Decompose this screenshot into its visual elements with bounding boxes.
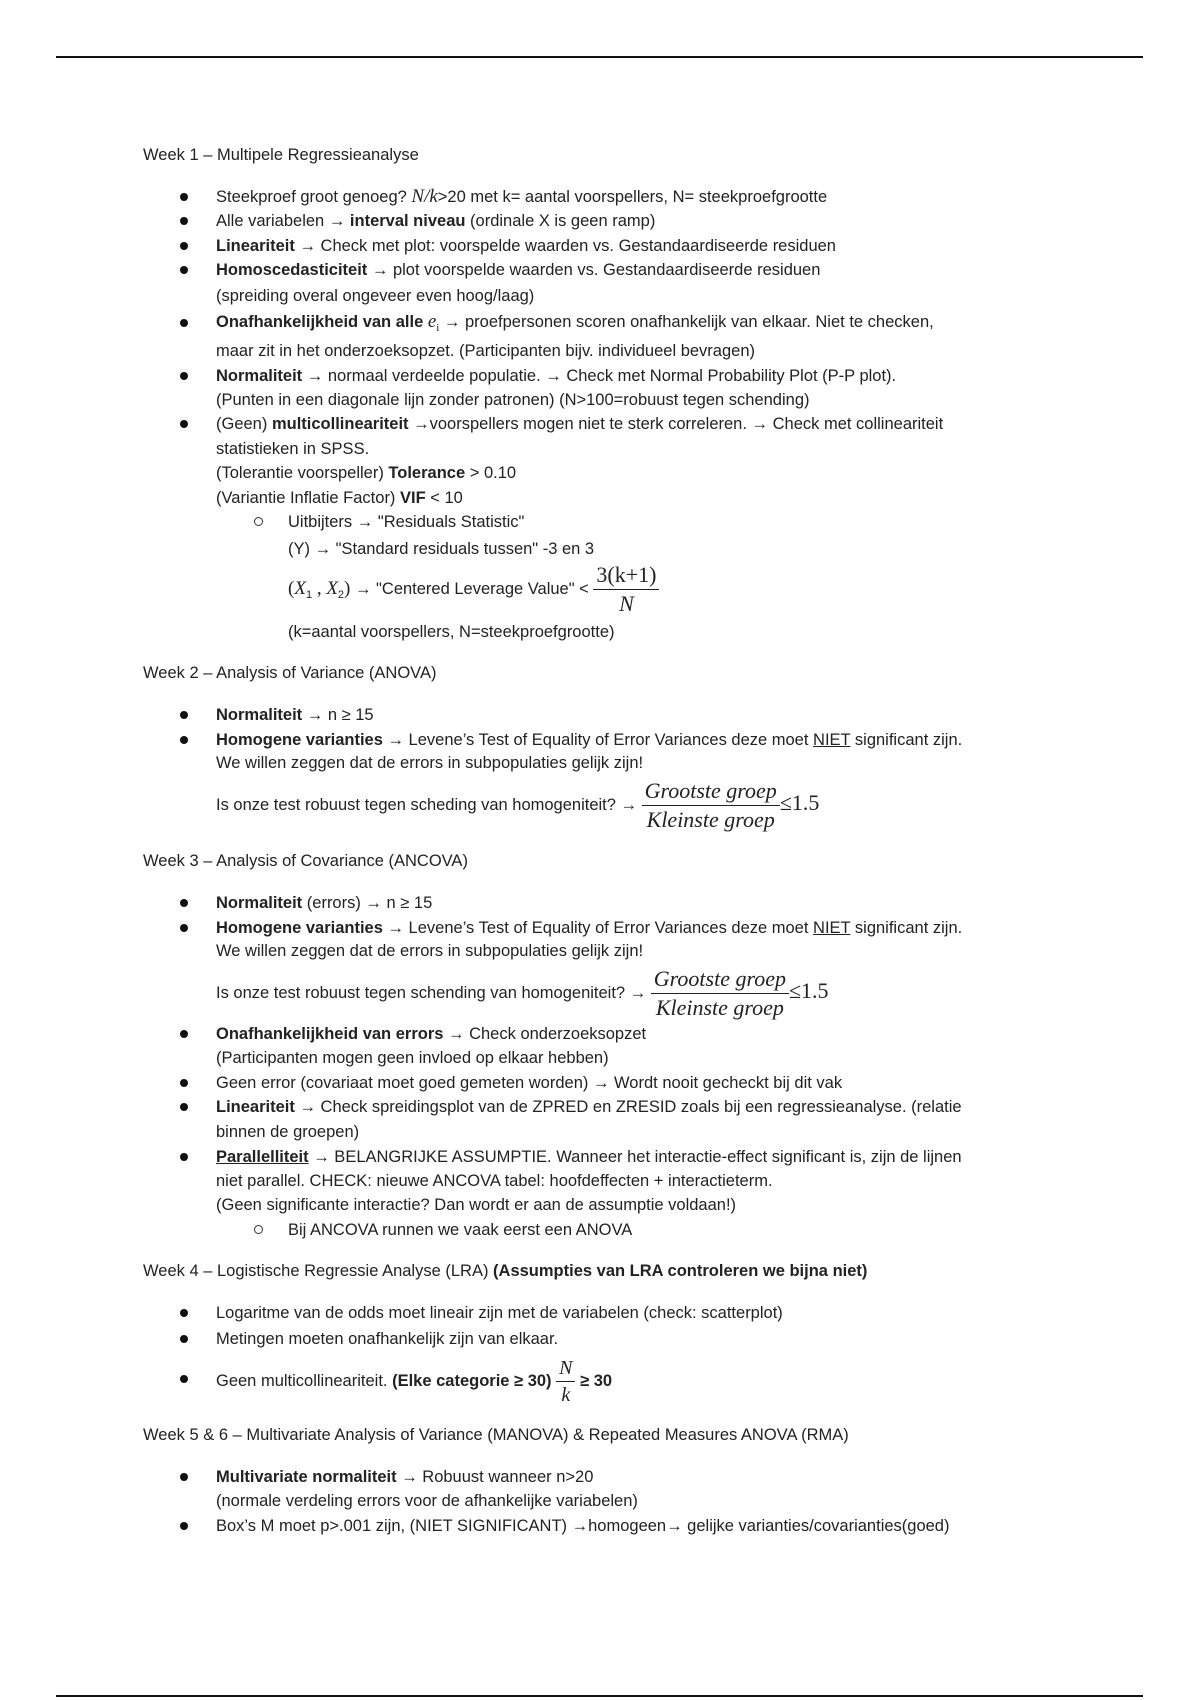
bullet bbox=[180, 242, 188, 250]
bullet bbox=[180, 1473, 188, 1481]
week3-heading: Week 3 – Analysis of Covariance (ANCOVA) bbox=[143, 852, 468, 870]
bullet bbox=[180, 1030, 188, 1038]
n-over-k-fraction: $\frac{N}{k}$ bbox=[556, 1356, 575, 1407]
list-item-continuation: (Tolerantie voorspeller) Tolerance > 0.10 bbox=[216, 464, 517, 482]
list-item: Logaritme van de odds moet lineair zijn met de variabelen (check: scatterplot) bbox=[216, 1304, 783, 1322]
bullet bbox=[180, 924, 188, 932]
week56-heading: Week 5 & 6 – Multivariate Analysis of Variance (MANOVA) & Repeated Measures ANOVA (RMA) bbox=[143, 1426, 849, 1444]
list-item-continuation: (normale verdeling errors voor de afhankelijke variabelen) bbox=[216, 1492, 638, 1510]
group-ratio-fraction: $\frac{\text{Grootste groep}}{\text{Kleinste groep}}$ bbox=[651, 966, 789, 1021]
list-item-continuation: binnen de groepen) bbox=[216, 1123, 360, 1141]
sub-bullet bbox=[254, 1225, 263, 1234]
bullet bbox=[180, 1079, 188, 1087]
bullet bbox=[180, 217, 188, 225]
sub-list-item-continuation: (k=aantal voorspellers, N=steekproefgrootte) bbox=[288, 623, 615, 641]
list-item-continuation: We willen zeggen dat de errors in subpopulaties gelijk zijn! bbox=[216, 942, 644, 960]
list-item: Normaliteit (errors) → n ≥ 15 bbox=[216, 894, 433, 912]
list-item-continuation: statistieken in SPSS. bbox=[216, 440, 370, 458]
list-item: Normaliteit → n ≥ 15 bbox=[216, 706, 374, 724]
bullet bbox=[180, 1522, 188, 1530]
list-item: Alle variabelen → interval niveau (ordinale X is geen ramp) bbox=[216, 212, 656, 230]
list-item-continuation: (Participanten mogen geen invloed op elkaar hebben) bbox=[216, 1049, 609, 1067]
list-item-continuation: (Geen significante interactie? Dan wordt er aan de assumptie voldaan!) bbox=[216, 1196, 737, 1214]
list-item-continuation: maar zit in het onderzoeksopzet. (Participanten bijv. individueel bevragen) bbox=[216, 342, 755, 360]
group-ratio-fraction: $\frac{\text{Grootste groep}}{\text{Kleinste groep}}$ bbox=[642, 778, 780, 833]
bullet bbox=[180, 711, 188, 719]
bullet bbox=[180, 1335, 188, 1343]
list-item: Onafhankelijkheid van alle $e_i$ → proefpersonen scoren onafhankelijk van elkaar. Niet te checken, bbox=[216, 311, 934, 334]
list-item-continuation: (Variantie Inflatie Factor) VIF < 10 bbox=[216, 489, 463, 507]
bullet bbox=[180, 899, 188, 907]
bullet bbox=[180, 1309, 188, 1317]
sub-list-item: Bij ANCOVA runnen we vaak eerst een ANOVA bbox=[288, 1221, 633, 1239]
bullet bbox=[180, 372, 188, 380]
list-item: Normaliteit → normaal verdeelde populatie. → Check met Normal Probability Plot (P-P plot). bbox=[216, 367, 897, 385]
list-item: Homoscedasticiteit → plot voorspelde waarden vs. Gestandaardiseerde residuen bbox=[216, 261, 821, 279]
list-item-continuation: (spreiding overal ongeveer even hoog/laag) bbox=[216, 287, 535, 305]
list-item: Steekproef groot genoeg? N/k>20 met k= aantal voorspellers, N= steekproefgrootte bbox=[216, 186, 828, 207]
bullet bbox=[180, 319, 188, 327]
bullet bbox=[180, 266, 188, 274]
list-item: Homogene varianties → Levene’s Test of Equality of Error Variances deze moet NIET significant zijn. bbox=[216, 919, 963, 937]
list-item: Geen multicollineariteit. (Elke categorie ≥ 30) $\frac{N}{k}$ ≥ 30 bbox=[216, 1357, 613, 1407]
list-item-continuation: We willen zeggen dat de errors in subpopulaties gelijk zijn! bbox=[216, 754, 644, 772]
list-item: Lineariteit → Check spreidingsplot van de ZPRED en ZRESID zoals bij een regressieanalyse. (relatie bbox=[216, 1098, 962, 1116]
leverage-formula-line: ($X_1$ , $X_2$) → "Centered Leverage Value" < $\frac{3(k+1)}{N}$ bbox=[288, 560, 659, 624]
bullet bbox=[180, 736, 188, 744]
top-rule bbox=[56, 56, 1143, 58]
bullet bbox=[180, 1153, 188, 1161]
bullet bbox=[180, 1103, 188, 1111]
homogeneity-formula-line: Is onze test robuust tegen scheding van homogeniteit? → $\frac{\text{Grootste groep}}{\text{Kleinste groep}}$ ≤1.5 bbox=[216, 778, 820, 833]
sub-list-item-continuation: (Y) → "Standard residuals tussen" -3 en 3 bbox=[288, 540, 595, 558]
list-item: Metingen moeten onafhankelijk zijn van elkaar. bbox=[216, 1330, 559, 1348]
bullet bbox=[180, 1375, 188, 1383]
bullet bbox=[180, 420, 188, 428]
list-item-continuation: (Punten in een diagonale lijn zonder patronen) (N>100=robuust tegen schending) bbox=[216, 391, 810, 409]
list-item: Parallelliteit → BELANGRIJKE ASSUMPTIE. Wanneer het interactie-effect significant is, zijn de lijnen bbox=[216, 1148, 962, 1166]
week4-heading: Week 4 – Logistische Regressie Analyse (LRA) (Assumpties van LRA controleren we bijna niet) bbox=[143, 1262, 868, 1280]
list-item: Multivariate normaliteit → Robuust wanneer n>20 bbox=[216, 1468, 594, 1486]
bottom-rule bbox=[56, 1695, 1143, 1697]
list-item: Onafhankelijkheid van errors → Check onderzoeksopzet bbox=[216, 1025, 647, 1043]
list-item: (Geen) multicollineariteit →voorspellers mogen niet te sterk correleren. → Check met collineariteit bbox=[216, 415, 944, 433]
sub-list-item: Uitbijters → "Residuals Statistic" bbox=[288, 513, 525, 531]
week2-heading: Week 2 – Analysis of Variance (ANOVA) bbox=[143, 664, 437, 682]
list-item: Geen error (covariaat moet goed gemeten worden) → Wordt nooit gecheckt bij dit vak bbox=[216, 1074, 843, 1092]
homogeneity-formula-line: Is onze test robuust tegen schending van homogeniteit? → $\frac{\text{Grootste groep}}{\text{Kleinste groep}}$ ≤1.5 bbox=[216, 966, 829, 1021]
leverage-fraction: $\frac{3(k+1)}{N}$ bbox=[593, 562, 659, 617]
list-item: Homogene varianties → Levene’s Test of Equality of Error Variances deze moet NIET significant zijn. bbox=[216, 731, 963, 749]
list-item: Box’s M moet p>.001 zijn, (NIET SIGNIFICANT) →homogeen→ gelijke varianties/covarianties(goed) bbox=[216, 1517, 950, 1535]
list-item: Lineariteit → Check met plot: voorspelde waarden vs. Gestandaardiseerde residuen bbox=[216, 237, 836, 255]
list-item-continuation: niet parallel. CHECK: nieuwe ANCOVA tabel: hoofdeffecten + interactieterm. bbox=[216, 1172, 773, 1190]
bullet bbox=[180, 193, 188, 201]
week1-heading: Week 1 – Multipele Regressieanalyse bbox=[143, 146, 419, 164]
sub-bullet bbox=[254, 517, 263, 526]
